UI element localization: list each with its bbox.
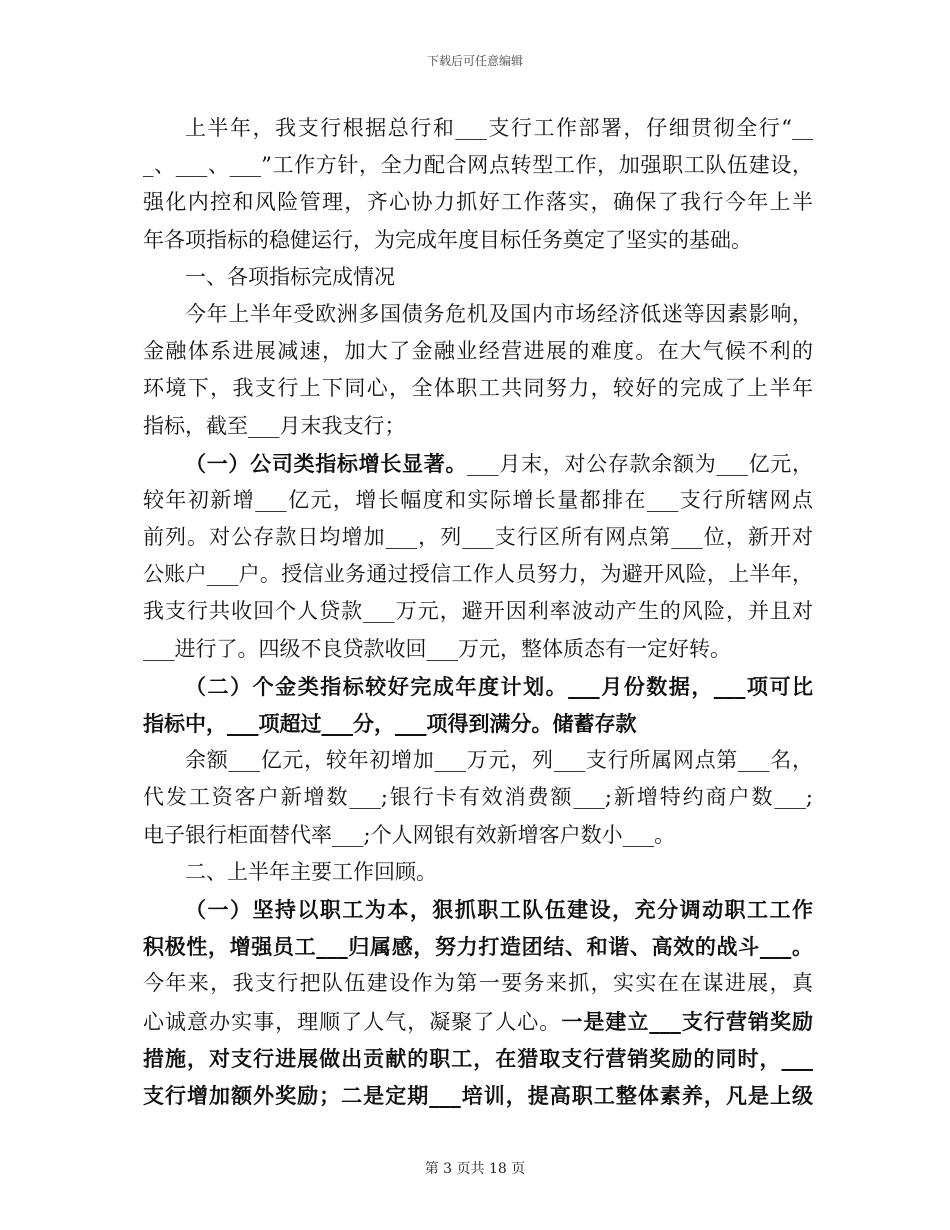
- text-line: 代发工资客户新增数___;银行卡有效消费额___;新增特约商户数___;: [143, 785, 813, 810]
- text-line: （一）坚持以职工为本，狠抓职工队伍建设，充分调动职工工作: [185, 896, 813, 922]
- text-line: 二、上半年主要工作回顾。: [185, 859, 437, 884]
- text-line: 电子银行柜面替代率___;个人网银有效新增客户数小___。: [143, 822, 676, 847]
- text-line: 措施，对支行进展做出贡献的职工，在猎取支行营销奖励的同时，___: [143, 1045, 813, 1071]
- text-line: 年各项指标的稳健运行，为完成年度目标任务奠定了坚实的基础。: [143, 227, 752, 252]
- text-line: 一、各项指标完成情况: [185, 264, 395, 289]
- text-line: 较年初新增___亿元，增长幅度和实际增长量都排在___支行所辖网点: [143, 487, 813, 512]
- text-line: 环境下，我支行上下同心，全体职工共同努力，较好的完成了上半年: [143, 376, 813, 401]
- text-line: 积极性，增强员工___归属感，努力打造团结、和谐、高效的战斗___。: [143, 934, 813, 960]
- text-line: 指标，截至___月末我支行；: [143, 413, 406, 438]
- text-line: 强化内控和风险管理，齐心协力抓好工作落实，确保了我行今年上半: [143, 190, 813, 215]
- text-line: 余额___亿元，较年初增加___万元，列___支行所属网点第___名，: [185, 748, 813, 773]
- text-line: ___进行了。四级不良贷款收回___万元，整体质态有一定好转。: [143, 636, 731, 661]
- bold-segment: （一）公司类指标增长显著。: [185, 450, 468, 476]
- text-line: 上半年，我支行根据总行和___支行工作部署，仔细贯彻全行“__: [185, 116, 813, 140]
- page-header: 下载后可任意编辑: [426, 54, 523, 68]
- text-line: 前列。对公存款日均增加___，列___支行区所有网点第___位，新开对: [143, 525, 813, 550]
- text-line: 公账户___户。授信业务通过授信工作人员努力，为避开风险，上半年，: [143, 562, 813, 587]
- text-line: （二）个金类指标较好完成年度计划。___月份数据，___项可比: [185, 673, 813, 699]
- plain-segment: 心诚意办实事，理顺了人气，凝聚了人心。: [143, 1009, 562, 1034]
- plain-segment: ___月末，对公存款余额为___亿元，: [467, 451, 813, 476]
- text-line: 指标中，___项超过___分，___项得到满分。储蓄存款: [143, 711, 637, 736]
- text-line: [143, 1003, 813, 1040]
- page-footer: 第 3 页共 18 页: [424, 1161, 526, 1177]
- text-line: 今年上半年受欧洲多国债务危机及国内市场经济低迷等因素影响，: [185, 301, 813, 326]
- text-line: _、___、___”工作方针，全力配合网点转型工作，加强职工队伍建设，: [143, 153, 813, 178]
- text-line: [143, 445, 813, 482]
- document-body: [143, 110, 813, 1114]
- text-line: 支行增加额外奖励；二是定期___培训，提高职工整体素养，凡是上级: [143, 1082, 813, 1108]
- bold-segment: 一是建立___支行营销奖励: [561, 1008, 813, 1034]
- text-line: 金融体系进展减速，加大了金融业经营进展的难度。在大气候不利的: [143, 339, 813, 364]
- text-line: 今年来，我支行把队伍建设作为第一要务来抓，实实在在谋进展，真: [143, 971, 813, 996]
- text-line: 我支行共收回个人贷款___万元，避开因利率波动产生的风险，并且对: [143, 599, 813, 624]
